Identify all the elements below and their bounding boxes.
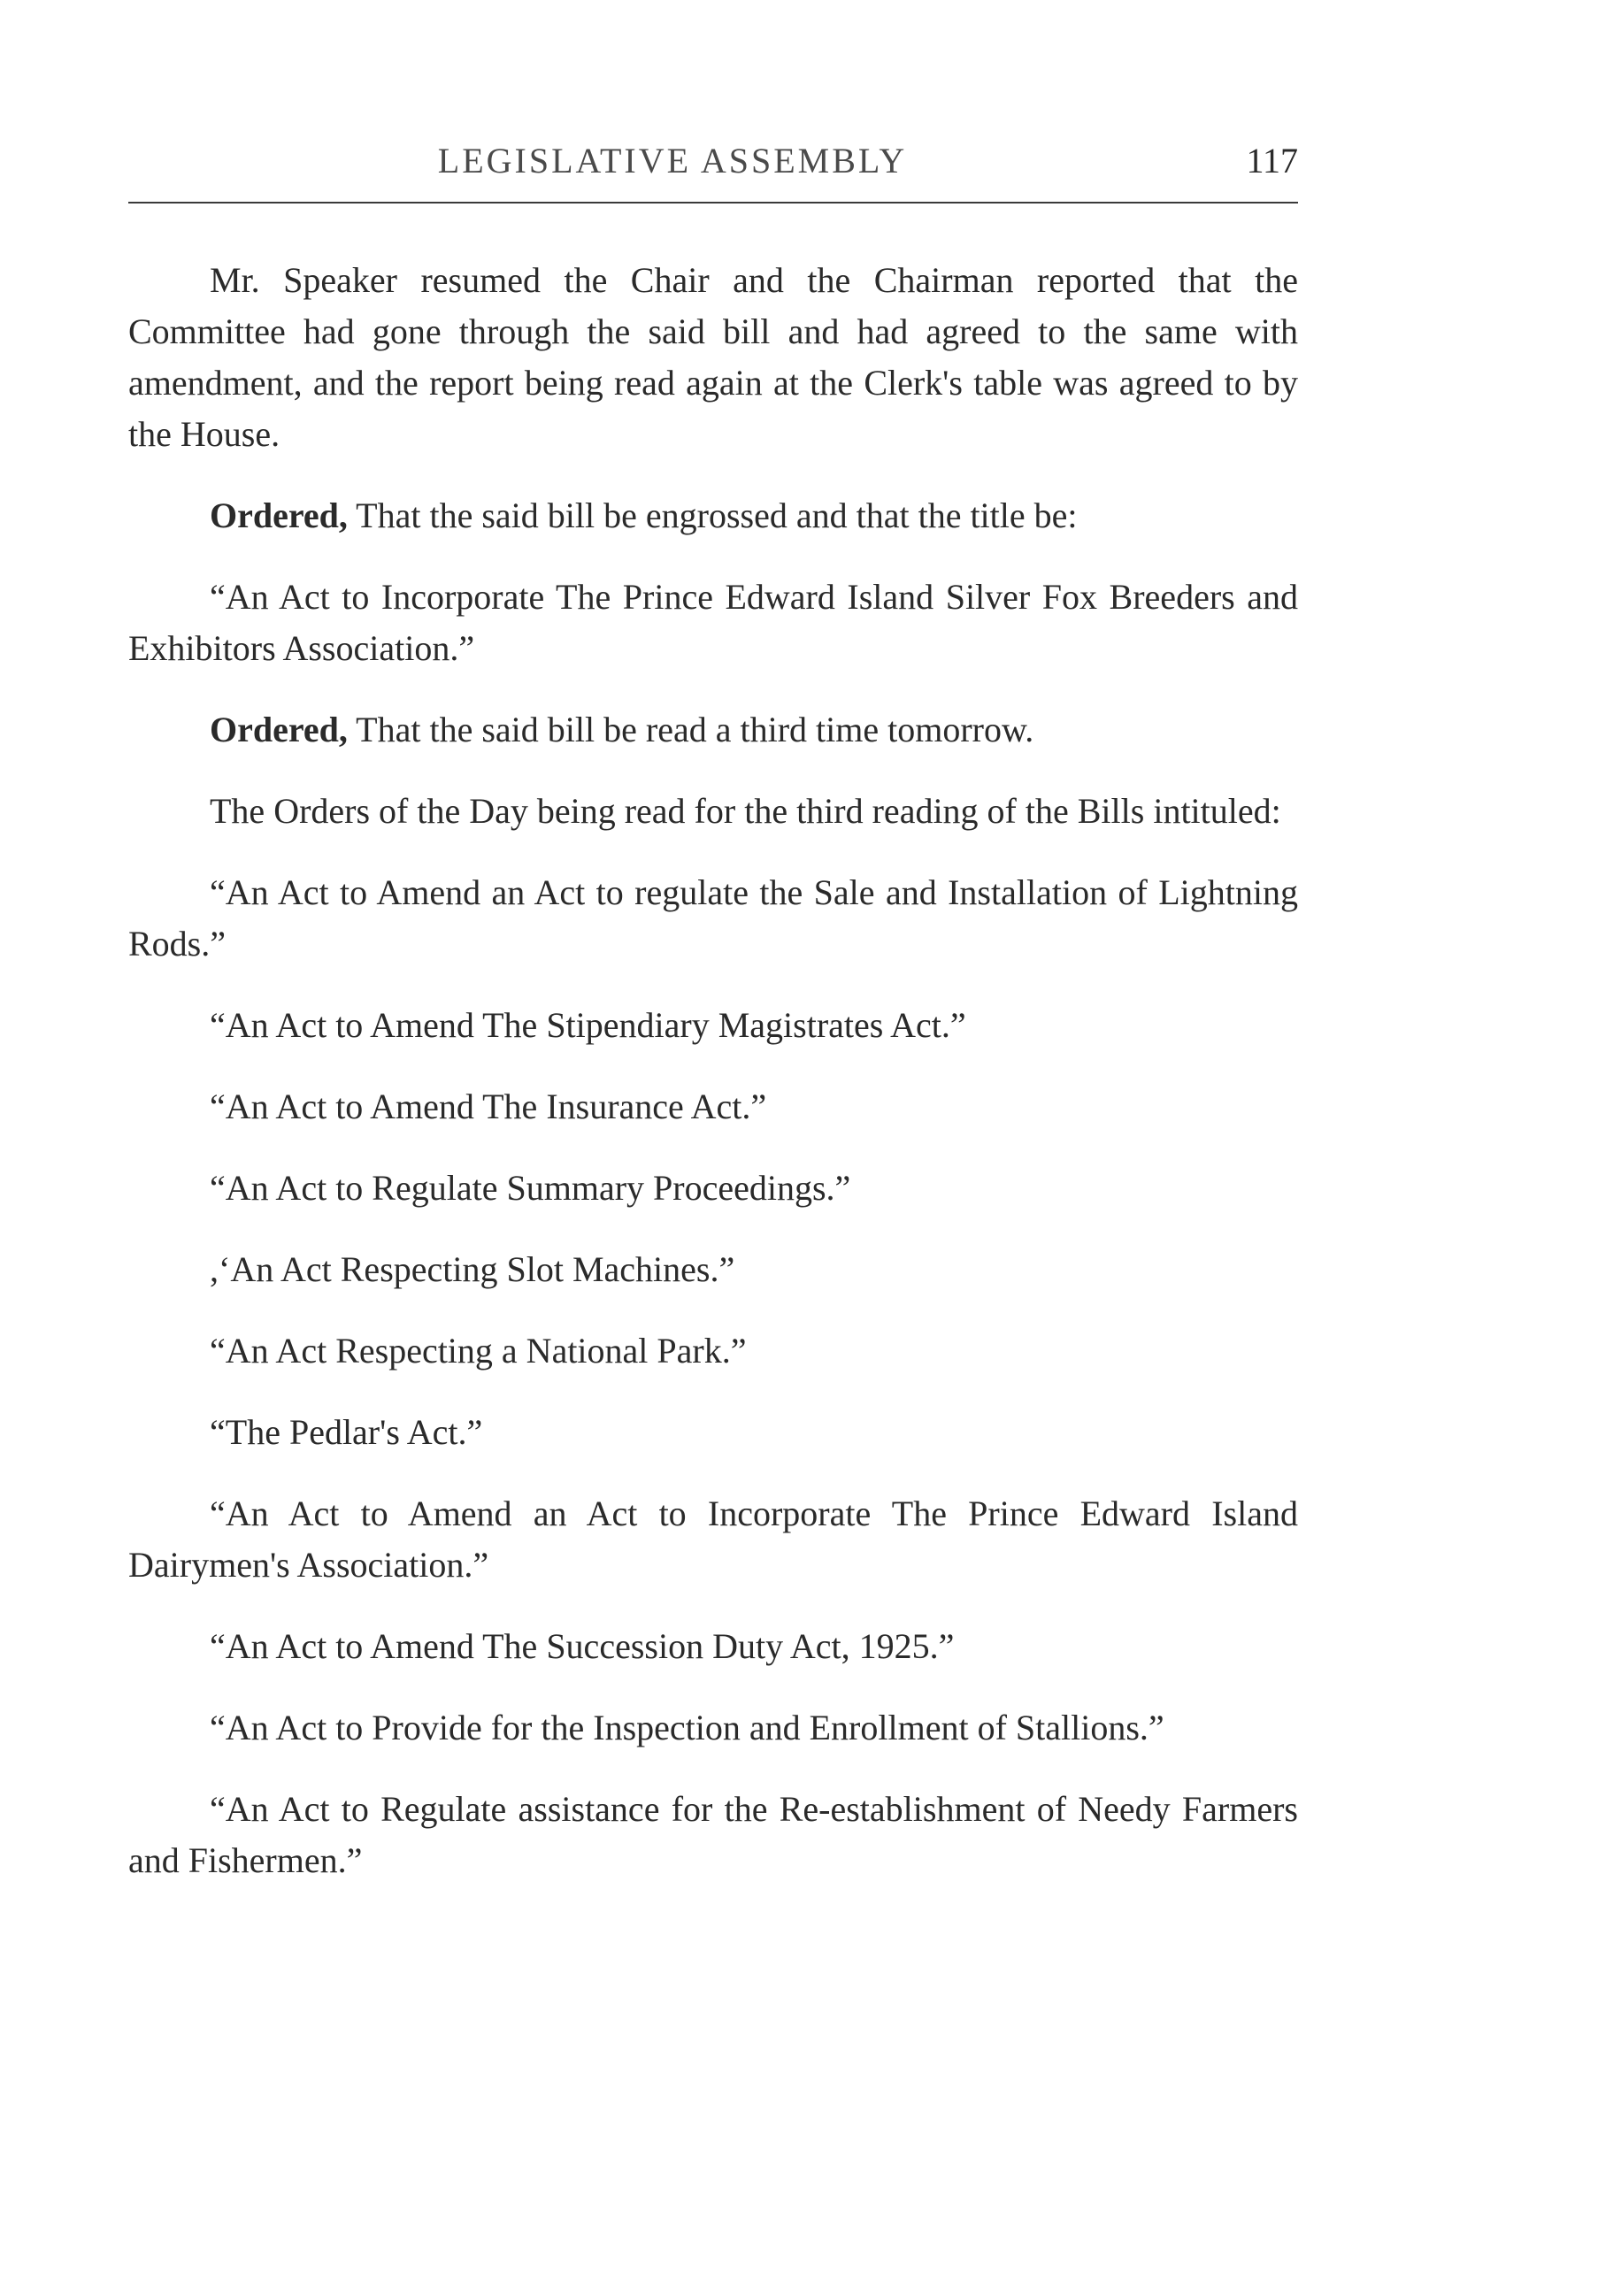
bill-title: “An Act to Regulate assistance for the Re-establishment of Needy Farmers and Fishermen.” (128, 1789, 1298, 1880)
body-text (128, 255, 1298, 1916)
ordered-lead: Ordered, (210, 495, 348, 535)
ordered-lead: Ordered, (210, 710, 348, 749)
bill-title: “An Act to Amend The Insurance Act.” (210, 1087, 767, 1126)
running-header (128, 134, 1298, 188)
bill-title: “An Act to Amend The Stipendiary Magistrates Act.” (210, 1005, 966, 1045)
bill-title: “An Act to Provide for the Inspection and Enrollment of Stallions.” (210, 1708, 1164, 1747)
bill-title: “An Act to Amend an Act to Incorporate The Prince Edward Island Dairymen's Association.” (128, 1494, 1298, 1585)
bill-title: “An Act Respecting a National Park.” (210, 1331, 747, 1371)
bill-title: “An Act to Amend an Act to regulate the Sale and Installation of Lightning Rods.” (128, 872, 1298, 964)
paragraph: “An Act to Incorporate The Prince Edward Island Silver Fox Breeders and Exhibitors Association.” (128, 577, 1298, 668)
paragraph: The Orders of the Day being read for the third reading of the Bills intituled: (210, 791, 1281, 831)
header-rule (128, 202, 1298, 203)
paragraph: Mr. Speaker resumed the Chair and the Chairman reported that the Committee had gone through the said bill and had agreed to the same with amendment, and the report being read again at the Clerk's table was agreed to by the House. (128, 260, 1298, 454)
bill-title: ,‘An Act Respecting Slot Machines.” (210, 1249, 735, 1289)
page-number: 117 (1246, 141, 1298, 180)
paragraph: Ordered, That the said bill be engrossed and that the title be: (210, 495, 1078, 535)
bill-title: “An Act to Amend The Succession Duty Act, 1925.” (210, 1626, 955, 1666)
bill-title: “The Pedlar's Act.” (210, 1412, 483, 1452)
bill-title: “An Act to Regulate Summary Proceedings.” (210, 1168, 851, 1208)
paragraph: Ordered, That the said bill be read a third time tomorrow. (210, 710, 1034, 749)
header-title: LEGISLATIVE ASSEMBLY (437, 141, 908, 180)
